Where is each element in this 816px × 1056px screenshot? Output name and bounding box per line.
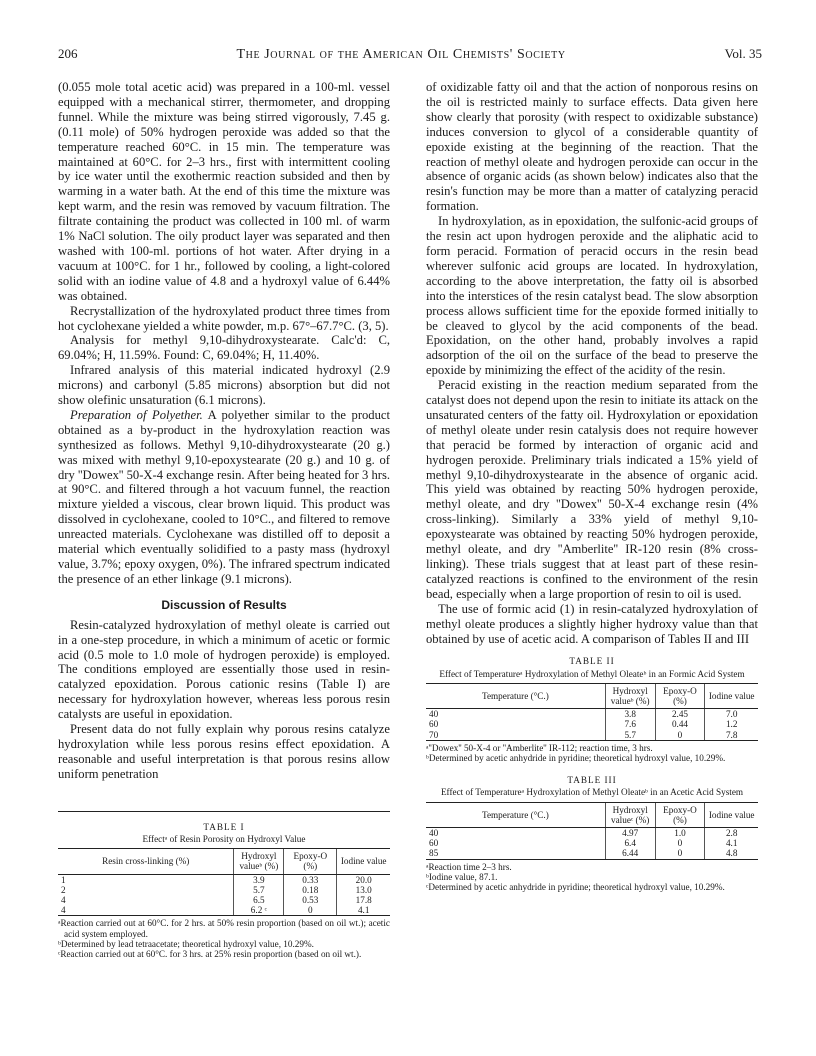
- table-cell: 4.1: [337, 905, 390, 916]
- table-footnotes: [58, 918, 390, 959]
- table-caption: Effect of Temperatureᵃ Hydroxylation of Methyl Oleateᵇ in an Acetic Acid System: [440, 787, 744, 798]
- row-label: 70: [426, 730, 605, 741]
- table-cell: 6.4: [605, 838, 655, 848]
- footnote: ᵃReaction carried out at 60°C. for 2 hrs. at 50% resin proportion (based on oil wt.); acetic acid system employed.: [58, 918, 390, 939]
- footnote: ᵇIodine value, 87.1.: [426, 871, 498, 882]
- body-paragraph: Present data do not fully explain why porous resins catalyze hydroxylation while less porous resins effect epoxidation. A reasonable and useful interpretation is that porous resins allow uniform penetration: [58, 722, 390, 781]
- table-cell: 17.8: [337, 895, 390, 905]
- table-cell: 0: [655, 730, 705, 741]
- column-header: Epoxy-O (%): [284, 849, 337, 874]
- table-cell: 4.8: [705, 848, 758, 859]
- journal-title: The Journal of the American Oil Chemists' Society: [236, 47, 566, 62]
- table-cell: 0.53: [284, 895, 337, 905]
- table-cell: 6.2 ᶜ: [234, 905, 284, 916]
- table-row: [58, 905, 390, 916]
- row-label: 4: [58, 905, 234, 916]
- row-label: 4: [61, 894, 66, 905]
- table-cell: 0.18: [284, 885, 337, 895]
- column-header: Iodine value: [705, 683, 758, 708]
- table-number: TABLE I: [203, 821, 245, 832]
- footnote: ᵇDetermined by lead tetraacetate; theoretical hydroxyl value, 10.29%.: [58, 938, 314, 949]
- column-header: Hydroxyl valueᵇ (%): [605, 683, 655, 708]
- row-label: 60: [429, 838, 439, 849]
- row-label: 60: [429, 719, 439, 730]
- body-paragraph: (0.055 mole total acetic acid) was prepared in a 100-ml. vessel equipped with a mechanical stirrer, thermometer, and dropping funnel. While the mixture was being stirred vigorously, 7.45 g. (0.11 mole) of 50% hydrogen peroxide was added so that the temperature reached 60°C. in 15 min. The temperature was maintained at 60°C. for 2–3 hrs., first with intermittent cooling by ice water until the exothermic reaction subsided and then by warming in a water bath. At the end of this time the mixture was kept warm, and the resin was removed by vacuum filtration. The filtrate containing the product was collected in 100 ml. of warm 1% NaCl solution. The oily product layer was separated and then washed with 100-ml. portions of hot water. After drying in a vacuum at 100°C. for 1 hr., followed by cooling, a light-colored solid with an iodine value of 4.8 and a hydroxyl value of 6.44% was obtained.: [58, 80, 390, 303]
- table-cell: 13.0: [337, 885, 390, 895]
- table-cell: 6.5: [234, 895, 284, 905]
- body-paragraph: of oxidizable fatty oil and that the action of nonporous resins on the oil is restricted mainly to surface effects. Data given here show clearly that porosity (with respect to oxidizable substance) induces conversion to glycol of a considerable quantity of epoxide existing at the beginning of the reaction. That the reaction of methyl oleate and hydrogen peroxide can occur in the absence of organic acids (as shown below) indicates also that the resin's function may be more than a matter of catalyzing peracid formation.: [426, 80, 758, 214]
- column-header: Hydroxyl valueᵇ (%): [234, 849, 284, 874]
- body-paragraph: The use of formic acid (1) in resin-catalyzed hydroxylation of methyl oleate produces a slightly higher hydroxy value than that obtained by use of acetic acid. A comparison of Tables II and III: [426, 601, 758, 646]
- body-paragraph: Peracid existing in the reaction medium separated from the catalyst does not depend upon the resin to initiate its attack on the unsaturated centers of the fatty oil. Hydroxylation or epoxidation of methyl oleate under resin catalysis does not require however that peracid be formed by interaction of organic acid and hydrogen peroxide. Preliminary trials indicated a 15% yield of methyl 9,10-dihydroxystearate in the absence of organic acid. This yield was obtained by reacting 50% hydrogen peroxide, methyl oleate, and dry ''Dowex'' 50-X-4 exchange resin (4% cross-linking). Similarly a 33% yield of methyl 9,10-epoxystearate was obtained by reacting 50% hydrogen peroxide, methyl oleate, and dry ''Amberlite'' IR-120 resin (8% cross-linking). These trials suggest that at least part of these resin-catalyzed reactions is confined to the environment of the resin bead, especially when a large proportion of resin to oil is used.: [426, 378, 758, 601]
- table-cell: 3.8: [605, 709, 655, 720]
- footnote: ᶜReaction carried out at 60°C. for 3 hrs. at 25% resin proportion (based on oil wt.).: [58, 948, 362, 959]
- footnote: ᶜDetermined by acetic anhydride in pyridine; theoretical hydroxyl value, 10.29%.: [426, 882, 725, 893]
- table-cell: 7.8: [705, 730, 758, 741]
- table-cell: 0: [284, 905, 337, 916]
- row-label: 1: [61, 874, 66, 885]
- table-cell: 4.97: [605, 828, 655, 839]
- left-column: [58, 80, 390, 959]
- section-heading: Discussion of Results: [161, 597, 287, 612]
- row-label: 85: [426, 848, 605, 859]
- row-label: 40: [429, 709, 439, 720]
- table-row: [426, 730, 758, 741]
- table-cell: 6.44: [605, 848, 655, 859]
- body-paragraph: Infrared analysis of this material indicated hydroxyl (2.9 microns) and carbonyl (5.85 microns) absorption but did not show olefinic unsaturation (6.1 microns).: [58, 363, 390, 408]
- column-header: Hydroxyl valueᶜ (%): [605, 802, 655, 827]
- column-header: Temperature (°C.): [426, 802, 605, 827]
- table-cell: 2.8: [705, 828, 758, 839]
- table-2: [426, 656, 758, 763]
- table-1: [58, 811, 390, 959]
- paragraph-text: A polyether similar to the product obtained as a by-product in the hydroxylation reaction was synthesized as follows. Methyl 9,10-dihydroxystearate (20 g.) was mixed with methyl 9,10-epoxystearate (20 g.) and 10 g. of dry ''Dowex'' 50-X-4 exchange resin. After being heated for 3 hrs. at 90°C. and filtered through a hot vacuum funnel, the reaction mixture yielded a viscous, clear brown liquid. This product was dissolved in cyclohexane, cooled to 10°C., and filtered to remove unreacted materials. Cyclohexane was distilled off to deposit a material which eventually solidified to a pasty mass (hydroxyl value, 3.7%; epoxy oxygen, 0%). The infrared spectrum indicated the presence of an ether linkage (9.1 microns).: [58, 407, 390, 586]
- table-cell: 0.33: [284, 874, 337, 885]
- footnote: ᵃ''Dowex'' 50-X-4 or ''Amberlite'' IR-112; reaction time, 3 hrs.: [426, 742, 653, 753]
- column-header: Epoxy-O (%): [655, 683, 705, 708]
- table-cell: 0: [655, 838, 705, 848]
- table-cell: 1.2: [705, 719, 758, 729]
- data-table: [426, 683, 758, 741]
- table-row: [58, 885, 390, 895]
- body-paragraph: In hydroxylation, as in epoxidation, the sulfonic-acid groups of the resin act upon hydrogen peroxide and the aliphatic acid to form peracid. Formation of peracid occurs in the resin bead wherever sulfonic acid groups are located. In hydroxylation, according to the above interpretation, the fatty oil is absorbed into the interstices of the resin catalyst bead. The slow absorption process allows sufficient time for the epoxide formed initially to be cleaved to glycol by the acid components of the bead. Epoxidation, on the other hand, probably involves a rapid adsorption of the oil on the surface of the bead to preserve the epoxide by minimizing the effect of the acidity of the resin.: [426, 214, 758, 378]
- column-header: Iodine value: [705, 802, 758, 827]
- table-footnotes: [426, 862, 758, 893]
- table-cell: 4.1: [705, 838, 758, 848]
- table-row: [426, 719, 758, 729]
- table-3: [426, 775, 758, 892]
- column-header: Temperature (°C.): [426, 683, 605, 708]
- data-table: [58, 848, 390, 916]
- table-row: [426, 838, 758, 848]
- table-footnotes: [426, 743, 758, 763]
- table-row: [426, 828, 758, 839]
- table-cell: 5.7: [234, 885, 284, 895]
- footnote: ᵃReaction time 2–3 hrs.: [426, 861, 512, 872]
- table-cell: 3.9: [234, 874, 284, 885]
- table-number: TABLE III: [567, 775, 617, 786]
- row-label: 2: [61, 884, 66, 895]
- table-row: [58, 895, 390, 905]
- column-header: Resin cross-linking (%): [58, 849, 234, 874]
- body-paragraph: Analysis for methyl 9,10-dihydroxystearate. Calc'd: C, 69.04%; H, 11.59%. Found: C, 69.04%; H, 11.40%.: [58, 333, 390, 363]
- table-number: TABLE II: [569, 656, 615, 667]
- column-header: Epoxy-O (%): [655, 802, 705, 827]
- data-table: [426, 802, 758, 860]
- table-caption: Effectᵃ of Resin Porosity on Hydroxyl Value: [142, 833, 306, 844]
- body-paragraph: [58, 408, 390, 587]
- table-cell: 1.0: [655, 828, 705, 839]
- table-cell: 20.0: [337, 874, 390, 885]
- table-cell: 5.7: [605, 730, 655, 741]
- body-paragraph: Recrystallization of the hydroxylated product three times from hot cyclohexane yielded a white powder, m.p. 67°–67.7°C. (3, 5).: [58, 303, 390, 333]
- table-cell: 7.6: [605, 719, 655, 729]
- volume-number: Vol. 35: [724, 46, 762, 61]
- row-label: 40: [429, 828, 439, 839]
- table-cell: 0: [655, 848, 705, 859]
- table-caption: Effect of Temperatureᵃ Hydroxylation of Methyl Oleateᵇ in an Formic Acid System: [439, 668, 745, 679]
- footnote: ᵇDetermined by acetic anhydride in pyridine; theoretical hydroxyl value, 10.29%.: [426, 753, 726, 764]
- table-row: [58, 874, 390, 885]
- body-paragraph: Resin-catalyzed hydroxylation of methyl oleate is carried out in a one-step procedure, in which a minimum of acetic or formic acid (0.5 mole to 1.0 mole of hydrogen peroxide) is employed. The conditions employed are essentially those used in resin-catalyzed epoxidation. Porous cationic resins (Table I) are necessary for hydroxylation however, whereas less porous resin catalysts are useful in epoxidation.: [58, 617, 390, 722]
- running-header: [58, 46, 762, 64]
- table-row: [426, 848, 758, 859]
- column-header: Iodine value: [337, 849, 390, 874]
- table-cell: 0.44: [655, 719, 705, 729]
- page-number: 206: [58, 46, 78, 61]
- right-column: [426, 80, 758, 892]
- table-cell: 2.45: [655, 709, 705, 720]
- table-row: [426, 709, 758, 720]
- table-cell: 7.0: [705, 709, 758, 720]
- subsection-title: Preparation of Polyether.: [70, 407, 203, 422]
